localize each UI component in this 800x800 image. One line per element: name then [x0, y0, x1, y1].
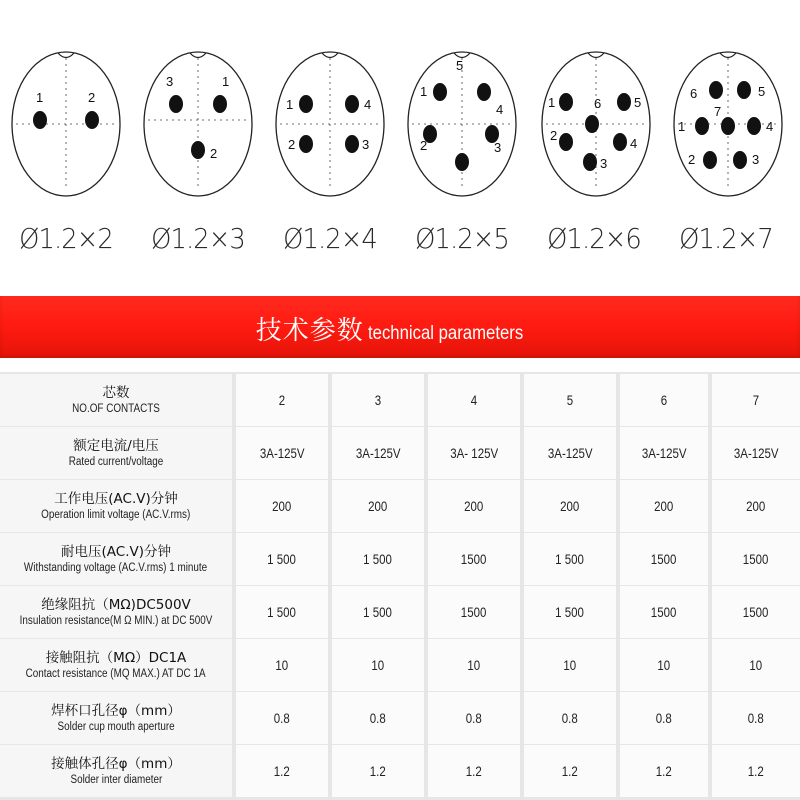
contact-pin — [477, 83, 491, 101]
contact-label: 5 — [634, 95, 642, 110]
row-label — [0, 639, 232, 691]
table-cell: 0.8 — [236, 692, 328, 744]
connector-face-2-icon — [10, 50, 122, 198]
table-cell: 200 — [524, 480, 616, 532]
contact-label: 2 — [688, 152, 696, 167]
table-cell: 1 500 — [236, 533, 328, 585]
contact-pin — [455, 153, 469, 171]
table-cell: 1500 — [620, 533, 708, 585]
row-label-en: Solder cup mouth aperture — [57, 720, 175, 733]
row-label-en: Insulation resistance(M Ω MIN.) at DC 500V — [19, 614, 213, 627]
row-label-cn: 耐电压(AC.V)分钟 — [61, 543, 171, 560]
contact-pin — [617, 93, 631, 111]
table-cell: 7 — [712, 374, 800, 426]
contact-pin — [433, 83, 447, 101]
contact-label: 4 — [630, 136, 638, 151]
connector-diagram-4 — [274, 50, 386, 198]
row-label-cn: 绝缘阻抗（MΩ)DC500V — [41, 596, 191, 613]
connector-face-6-icon — [540, 50, 652, 198]
contact-label: 2 — [550, 128, 558, 143]
table-cell: 1 500 — [236, 586, 328, 638]
table-cell: 1 500 — [524, 586, 616, 638]
table-cell: 1 500 — [524, 533, 616, 585]
connector-diagram-7 — [672, 50, 784, 198]
table-cell: 2 — [236, 374, 328, 426]
section-title-cn: 技术参数 — [255, 316, 364, 346]
contact-label: 2 — [88, 90, 96, 105]
contact-label: 6 — [690, 86, 698, 101]
contact-pin — [709, 81, 723, 99]
connector-spec-5: Ø1.2×5 — [415, 222, 509, 255]
contact-label: 5 — [758, 84, 766, 99]
table-cell: 4 — [428, 374, 520, 426]
row-label-en: Contact resistance (MQ MAX.) AT DC 1A — [26, 667, 206, 680]
connector-diagrams — [0, 0, 800, 285]
contact-label: 3 — [362, 137, 370, 152]
table-row — [0, 480, 800, 532]
table-row — [0, 374, 800, 426]
table-cell: 3A-125V — [620, 427, 708, 479]
table-cell: 3A-125V — [524, 427, 616, 479]
table-cell: 1500 — [712, 533, 800, 585]
contact-label: 1 — [678, 119, 686, 134]
row-label-cn: 芯数 — [102, 384, 130, 401]
contact-label: 3 — [600, 156, 608, 171]
row-label — [0, 745, 232, 797]
table-cell: 1.2 — [236, 745, 328, 797]
contact-label: 4 — [766, 119, 774, 134]
table-cell: 0.8 — [524, 692, 616, 744]
contact-label: 4 — [364, 97, 372, 112]
contact-label: 2 — [288, 137, 296, 152]
contact-pin — [737, 81, 751, 99]
connector-face-7-icon — [672, 50, 784, 198]
contact-label: 1 — [222, 74, 230, 89]
table-cell: 6 — [620, 374, 708, 426]
section-title-en: technical parameters — [367, 323, 524, 344]
table-cell: 1.2 — [712, 745, 800, 797]
parameters-table — [0, 372, 800, 800]
row-label-cn: 焊杯口孔径φ（mm） — [51, 702, 181, 719]
row-label — [0, 533, 232, 585]
table-cell: 3A-125V — [236, 427, 328, 479]
connector-spec-2: Ø1.2×2 — [19, 222, 113, 255]
table-cell: 0.8 — [712, 692, 800, 744]
row-label — [0, 586, 232, 638]
contact-pin — [585, 115, 599, 133]
contact-pin — [33, 111, 47, 129]
contact-pin — [703, 151, 717, 169]
connector-spec-4: Ø1.2×4 — [283, 222, 377, 255]
contact-pin — [213, 95, 227, 113]
row-label-cn: 额定电流/电压 — [73, 437, 159, 454]
contact-pin — [169, 95, 183, 113]
table-cell: 1500 — [428, 586, 520, 638]
contact-label: 2 — [420, 138, 428, 153]
table-cell: 200 — [332, 480, 424, 532]
table-cell: 200 — [428, 480, 520, 532]
contact-pin — [613, 133, 627, 151]
table-row — [0, 639, 800, 691]
table-cell: 3A-125V — [332, 427, 424, 479]
contact-pin — [695, 117, 709, 135]
row-label-en: Solder inter diameter — [70, 773, 162, 786]
table-cell: 10 — [236, 639, 328, 691]
table-cell: 3A-125V — [712, 427, 800, 479]
table-cell: 1.2 — [524, 745, 616, 797]
contact-pin — [345, 135, 359, 153]
table-cell: 1.2 — [428, 745, 520, 797]
table-cell: 3A- 125V — [428, 427, 520, 479]
table-cell: 1500 — [428, 533, 520, 585]
row-label-en: Withstanding voltage (AC.V.rms) 1 minute — [24, 561, 208, 574]
table-cell: 1 500 — [332, 586, 424, 638]
contact-pin — [721, 117, 735, 135]
connector-diagram-2 — [10, 50, 122, 198]
contact-pin — [733, 151, 747, 169]
row-label — [0, 427, 232, 479]
table-cell: 200 — [236, 480, 328, 532]
contact-label: 3 — [752, 152, 760, 167]
table-cell: 10 — [428, 639, 520, 691]
connector-face-3-icon — [142, 50, 254, 198]
table-row — [0, 427, 800, 479]
row-label-en: Operation limit voltage (AC.V.rms) — [41, 508, 191, 521]
connector-diagram-6 — [540, 50, 652, 198]
table-cell: 10 — [620, 639, 708, 691]
table-cell: 10 — [524, 639, 616, 691]
table-cell: 10 — [332, 639, 424, 691]
table-cell: 200 — [712, 480, 800, 532]
row-label-cn: 接触体孔径φ（mm） — [51, 755, 181, 772]
connector-spec-6: Ø1.2×6 — [547, 222, 641, 255]
table-row — [0, 745, 800, 797]
contact-label: 1 — [36, 90, 44, 105]
contact-label: 1 — [286, 97, 294, 112]
section-title — [0, 310, 800, 347]
row-label-en: NO.OF CONTACTS — [72, 402, 160, 415]
contact-pin — [559, 93, 573, 111]
contact-label: 3 — [166, 74, 174, 89]
contact-label: 3 — [494, 140, 502, 155]
row-label — [0, 374, 232, 426]
table-cell: 1500 — [712, 586, 800, 638]
connector-diagram-3 — [142, 50, 254, 198]
row-label-cn: 接触阻抗（MΩ）DC1A — [45, 649, 187, 666]
table-row — [0, 533, 800, 585]
table-cell: 0.8 — [332, 692, 424, 744]
contact-label: 1 — [420, 84, 428, 99]
contact-pin — [559, 133, 573, 151]
table-cell: 200 — [620, 480, 708, 532]
connector-spec-7: Ø1.2×7 — [679, 222, 773, 255]
table-cell: 3 — [332, 374, 424, 426]
table-cell: 5 — [524, 374, 616, 426]
table-cell: 10 — [712, 639, 800, 691]
table-row — [0, 692, 800, 744]
table-row — [0, 586, 800, 638]
contact-pin — [747, 117, 761, 135]
contact-pin — [85, 111, 99, 129]
contact-pin — [299, 95, 313, 113]
contact-label: 5 — [456, 58, 464, 73]
contact-label: 6 — [594, 96, 602, 111]
row-label-en: Rated current/voltage — [68, 455, 164, 468]
connector-diagram-5 — [406, 50, 518, 198]
contact-label: 1 — [548, 95, 556, 110]
connector-face-5-icon — [406, 50, 518, 198]
table-cell: 1.2 — [332, 745, 424, 797]
contact-pin — [191, 141, 205, 159]
contact-label: 4 — [496, 102, 504, 117]
table-cell: 0.8 — [620, 692, 708, 744]
contact-pin — [345, 95, 359, 113]
contact-label: 7 — [714, 104, 722, 119]
contact-label: 2 — [210, 146, 218, 161]
table-cell: 1 500 — [332, 533, 424, 585]
row-label — [0, 692, 232, 744]
connector-spec-3: Ø1.2×3 — [151, 222, 245, 255]
table-cell: 1500 — [620, 586, 708, 638]
row-label — [0, 480, 232, 532]
table-cell: 0.8 — [428, 692, 520, 744]
contact-pin — [583, 153, 597, 171]
row-label-cn: 工作电压(AC.V)分钟 — [54, 490, 178, 507]
table-cell: 1.2 — [620, 745, 708, 797]
connector-face-4-icon — [274, 50, 386, 198]
contact-pin — [299, 135, 313, 153]
